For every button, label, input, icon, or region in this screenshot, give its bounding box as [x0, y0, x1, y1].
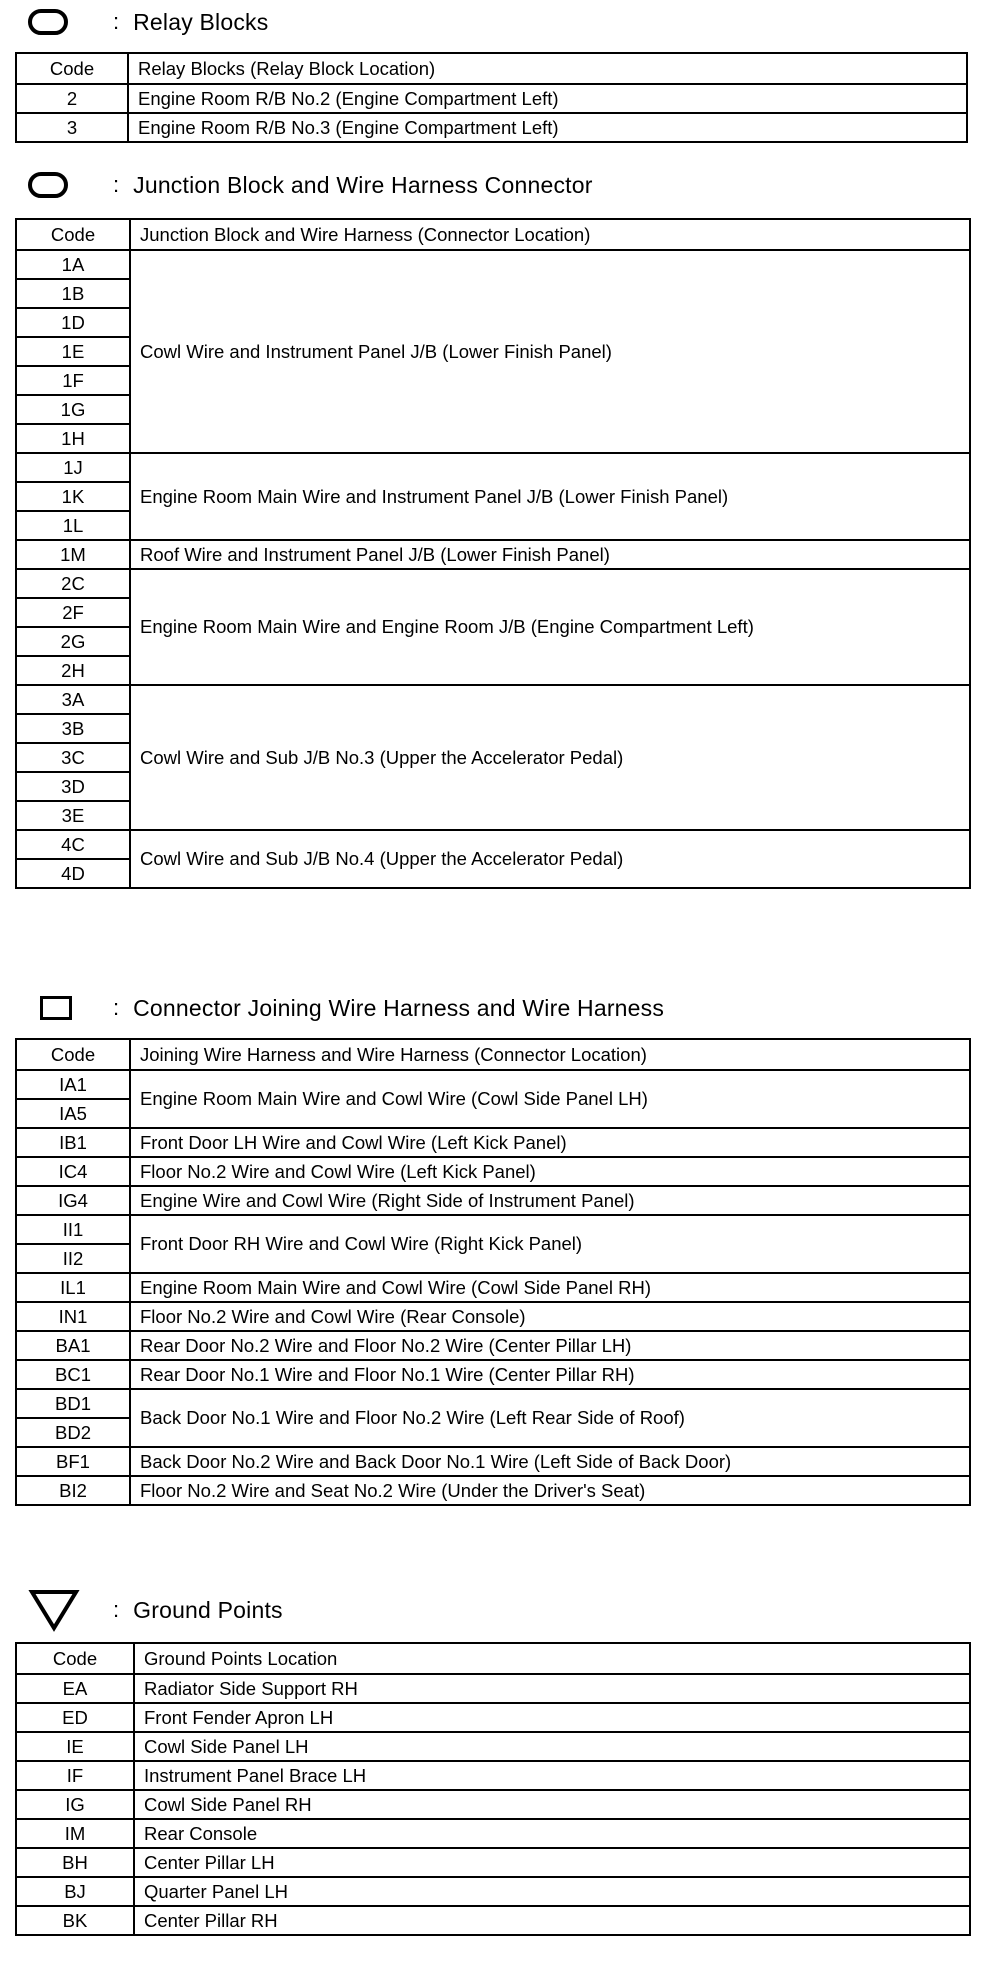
code-cell: EA — [16, 1674, 134, 1703]
code-cell: BJ — [16, 1877, 134, 1906]
code-cell: 1F — [16, 366, 130, 395]
table-header-row — [16, 219, 970, 250]
code-cell: 3 — [16, 113, 128, 142]
location-cell: Cowl Side Panel LH — [134, 1732, 970, 1761]
location-cell: Engine Room Main Wire and Cowl Wire (Cowl Side Panel RH) — [130, 1273, 970, 1302]
location-cell: Engine Room R/B No.3 (Engine Compartment Left) — [128, 113, 967, 142]
location-column-header: Joining Wire Harness and Wire Harness (Connector Location) — [130, 1039, 970, 1070]
code-cell: II2 — [16, 1244, 130, 1273]
location-cell: Quarter Panel LH — [134, 1877, 970, 1906]
table-row — [16, 1447, 970, 1476]
heading-colon: : — [113, 995, 120, 1020]
table-row — [16, 1761, 970, 1790]
code-cell: 2F — [16, 598, 130, 627]
code-column-header: Code — [16, 53, 128, 84]
location-column-header: Junction Block and Wire Harness (Connector Location) — [130, 219, 970, 250]
code-cell: 1E — [16, 337, 130, 366]
code-cell: 3C — [16, 743, 130, 772]
table-row — [16, 569, 970, 598]
code-cell: 1H — [16, 424, 130, 453]
code-cell: 1A — [16, 250, 130, 279]
table-row — [16, 1273, 970, 1302]
code-cell: 4C — [16, 830, 130, 859]
location-cell: Rear Door No.1 Wire and Floor No.1 Wire (Center Pillar RH) — [130, 1360, 970, 1389]
table-row — [16, 1819, 970, 1848]
code-cell: 1D — [16, 308, 130, 337]
code-column-header: Code — [16, 219, 130, 250]
ground-points-heading — [28, 1588, 283, 1632]
location-column-header: Relay Blocks (Relay Block Location) — [128, 53, 967, 84]
table-row — [16, 1186, 970, 1215]
table-row — [16, 1157, 970, 1186]
code-cell: BD1 — [16, 1389, 130, 1418]
location-cell: Engine Room Main Wire and Instrument Panel J/B (Lower Finish Panel) — [130, 453, 970, 540]
code-cell: IL1 — [16, 1273, 130, 1302]
heading-colon: : — [113, 1597, 120, 1622]
location-cell: Front Door RH Wire and Cowl Wire (Right Kick Panel) — [130, 1215, 970, 1273]
connector-title: Connector Joining Wire Harness and Wire Harness — [133, 994, 665, 1021]
heading-colon: : — [113, 9, 120, 34]
code-cell: BK — [16, 1906, 134, 1935]
code-column-header: Code — [16, 1643, 134, 1674]
code-cell: IA1 — [16, 1070, 130, 1099]
table-row — [16, 113, 967, 142]
code-cell: 3D — [16, 772, 130, 801]
code-cell: 3A — [16, 685, 130, 714]
location-cell: Back Door No.1 Wire and Floor No.2 Wire (Left Rear Side of Roof) — [130, 1389, 970, 1447]
table-row — [16, 1476, 970, 1505]
rectangle-symbol-icon — [28, 986, 88, 1030]
ground-points-title: Ground Points — [133, 1596, 283, 1623]
table-row — [16, 1302, 970, 1331]
code-cell: 3B — [16, 714, 130, 743]
code-column-header: Code — [16, 1039, 130, 1070]
code-cell: 2H — [16, 656, 130, 685]
code-cell: IE — [16, 1732, 134, 1761]
relay-blocks-title: Relay Blocks — [133, 8, 269, 35]
code-cell: IA5 — [16, 1099, 130, 1128]
table-row — [16, 250, 970, 279]
table-row — [16, 1674, 970, 1703]
code-cell: BI2 — [16, 1476, 130, 1505]
ground-points-table — [15, 1642, 971, 1936]
location-cell: Center Pillar RH — [134, 1906, 970, 1935]
location-cell: Center Pillar LH — [134, 1848, 970, 1877]
location-cell: Floor No.2 Wire and Seat No.2 Wire (Under the Driver's Seat) — [130, 1476, 970, 1505]
triangle-symbol-icon — [28, 1588, 88, 1632]
relay-blocks-table — [15, 52, 968, 143]
code-cell: 2 — [16, 84, 128, 113]
code-cell: BH — [16, 1848, 134, 1877]
table-header-row — [16, 53, 967, 84]
location-cell: Cowl Wire and Sub J/B No.3 (Upper the Accelerator Pedal) — [130, 685, 970, 830]
location-cell: Floor No.2 Wire and Cowl Wire (Left Kick Panel) — [130, 1157, 970, 1186]
location-cell: Front Door LH Wire and Cowl Wire (Left Kick Panel) — [130, 1128, 970, 1157]
code-cell: 1G — [16, 395, 130, 424]
junction-block-title: Junction Block and Wire Harness Connector — [133, 171, 593, 198]
connector-heading — [28, 986, 664, 1030]
table-row — [16, 1128, 970, 1157]
table-row — [16, 1790, 970, 1819]
location-cell: Rear Console — [134, 1819, 970, 1848]
location-cell: Rear Door No.2 Wire and Floor No.2 Wire (Center Pillar LH) — [130, 1331, 970, 1360]
code-cell: IC4 — [16, 1157, 130, 1186]
oval-symbol-icon — [28, 163, 88, 207]
code-cell: 1B — [16, 279, 130, 308]
code-cell: 1M — [16, 540, 130, 569]
table-row — [16, 1331, 970, 1360]
location-cell: Back Door No.2 Wire and Back Door No.1 Wire (Left Side of Back Door) — [130, 1447, 970, 1476]
code-cell: 1K — [16, 482, 130, 511]
code-cell: IB1 — [16, 1128, 130, 1157]
table-row — [16, 1703, 970, 1732]
table-row — [16, 1732, 970, 1761]
location-cell: Instrument Panel Brace LH — [134, 1761, 970, 1790]
junction-block-table — [15, 218, 971, 889]
location-cell: Cowl Side Panel RH — [134, 1790, 970, 1819]
location-cell: Front Fender Apron LH — [134, 1703, 970, 1732]
code-cell: 4D — [16, 859, 130, 888]
table-row — [16, 1070, 970, 1099]
code-cell: 1L — [16, 511, 130, 540]
oval-symbol-icon — [28, 0, 88, 44]
code-cell: IG4 — [16, 1186, 130, 1215]
table-row — [16, 540, 970, 569]
code-cell: IF — [16, 1761, 134, 1790]
junction-block-heading — [28, 163, 593, 207]
table-header-row — [16, 1643, 970, 1674]
code-cell: IG — [16, 1790, 134, 1819]
code-cell: 2C — [16, 569, 130, 598]
table-row — [16, 1360, 970, 1389]
location-cell: Engine Room Main Wire and Cowl Wire (Cowl Side Panel LH) — [130, 1070, 970, 1128]
code-cell: BC1 — [16, 1360, 130, 1389]
code-cell: 2G — [16, 627, 130, 656]
table-row — [16, 1848, 970, 1877]
connector-table — [15, 1038, 971, 1506]
code-cell: IN1 — [16, 1302, 130, 1331]
table-row — [16, 685, 970, 714]
table-row — [16, 84, 967, 113]
table-row — [16, 453, 970, 482]
location-cell: Engine Room Main Wire and Engine Room J/B (Engine Compartment Left) — [130, 569, 970, 685]
location-cell: Roof Wire and Instrument Panel J/B (Lower Finish Panel) — [130, 540, 970, 569]
table-row — [16, 1877, 970, 1906]
code-cell: 1J — [16, 453, 130, 482]
location-cell: Floor No.2 Wire and Cowl Wire (Rear Console) — [130, 1302, 970, 1331]
table-row — [16, 830, 970, 859]
table-header-row — [16, 1039, 970, 1070]
heading-colon: : — [113, 172, 120, 197]
code-cell: IM — [16, 1819, 134, 1848]
location-column-header: Ground Points Location — [134, 1643, 970, 1674]
location-cell: Radiator Side Support RH — [134, 1674, 970, 1703]
code-cell: 3E — [16, 801, 130, 830]
code-cell: II1 — [16, 1215, 130, 1244]
location-cell: Cowl Wire and Sub J/B No.4 (Upper the Accelerator Pedal) — [130, 830, 970, 888]
table-row — [16, 1389, 970, 1418]
table-row — [16, 1906, 970, 1935]
location-cell: Cowl Wire and Instrument Panel J/B (Lower Finish Panel) — [130, 250, 970, 453]
code-cell: BF1 — [16, 1447, 130, 1476]
relay-blocks-heading — [28, 0, 268, 44]
code-cell: ED — [16, 1703, 134, 1732]
table-row — [16, 1215, 970, 1244]
code-cell: BA1 — [16, 1331, 130, 1360]
location-cell: Engine Wire and Cowl Wire (Right Side of Instrument Panel) — [130, 1186, 970, 1215]
location-cell: Engine Room R/B No.2 (Engine Compartment Left) — [128, 84, 967, 113]
code-cell: BD2 — [16, 1418, 130, 1447]
